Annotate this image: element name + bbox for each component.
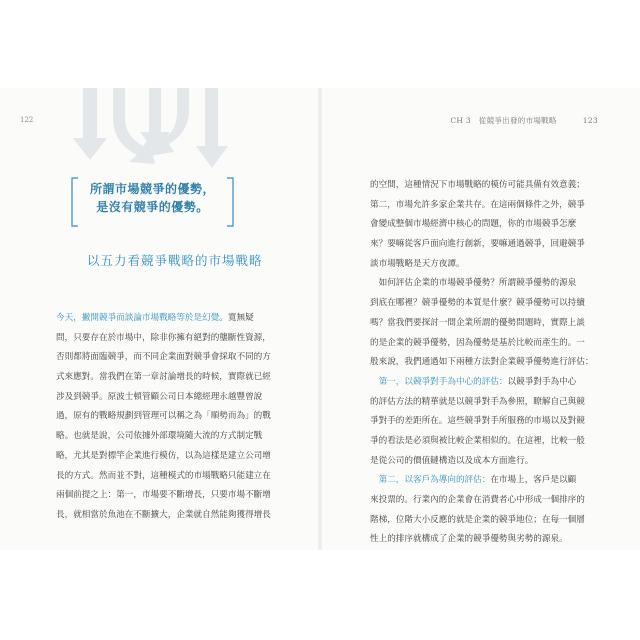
body-line [370,196,593,216]
body-line [370,255,593,275]
body-line [56,486,271,506]
body-line [370,176,593,196]
line-text: 的評估方法的精華就是以競爭對手為參照，瞭解自己與競 [370,396,585,407]
body-line [56,388,271,408]
line-text: 。寬無疑 [219,313,254,323]
body-line [56,407,271,427]
line-text: 如何評估企業的市場競爭優勢？所謂競爭優勢的源泉 [370,278,577,289]
body-line [56,348,271,368]
line-text: 階梯，位階大小反應的就是企業的競爭地位；在每一個層 [370,514,585,525]
line-text: 過，原有的戰略規劃到管理可以稱之為「順勢而為」的戰 [56,411,271,422]
body-line [370,432,593,452]
body-line [56,467,271,487]
line-text: 略。也就是說，公司依據外部環境隨大流的方式制定戰 [56,431,263,442]
line-text: 的空間，這種情況下市場戰略的模仿可能具備有效意義； [370,180,585,190]
line-text: 在市場上，客戶是以顧 [490,475,577,486]
line-text: 會變成整個市場經濟中核心的問題，你的市場競爭怎麼 [370,219,577,230]
line-text: 嗎？當我們要探討一間企業所謂的優勢問題時，實際上談 [370,317,585,328]
line-text: 的是企業的競爭優勢，因為優勢是基於比較而產生的。一 [370,337,585,348]
body-line [56,329,271,349]
body-line [370,215,593,235]
highlighted-text: 今天，撇開競爭而談論市場戰略等於是幻覺 [56,313,220,323]
line-text: 到底在哪裡？競爭優勢的本質是什麼？競爭優勢可以持續 [370,298,585,309]
body-line [370,274,593,294]
left-body-text [56,309,271,526]
line-text: 式來應對。當我們在第一章討論增長的時候，實際就已經 [56,372,271,383]
line-text: 兩個前提之上：第一，市場要不斷增長，只要市場不斷增 [56,490,271,501]
body-line [370,334,593,354]
left-page-number: 122 [20,116,34,124]
right-page-number: 123 [582,116,598,125]
line-text: 性上的排序就構成了企業的競爭優勢與劣勢的源泉。 [370,534,568,545]
line-text: 爭的看法是必須與被比較企業相似的。在這裡，比較一般 [370,435,585,446]
body-line [370,412,593,432]
body-line [370,393,593,413]
highlighted-text: 第二，以客戶為導向的評估： [370,475,491,486]
book-spine [318,88,322,550]
line-text: 來？要嘛從客戶面向進行創新，要嘛通過競爭，回避競爭 [370,239,585,250]
line-text: 涉及到競爭。原波士頓管顧公司日本總經理永越豐曾說 [56,391,263,402]
highlighted-text: 第一，以競爭對手為中心的評估： [370,376,508,387]
line-text: 問，只要存在於市場中，除非你擁有絕對的壟斷性資源， [56,332,271,343]
body-line [56,427,271,447]
body-line [56,368,271,388]
body-line [56,447,271,467]
running-head-text: CH 3 從競爭出發的市場戰略 [450,116,557,125]
right-body-text [370,176,593,550]
body-line [370,353,593,373]
line-text: 否則都將面臨競爭，而不同企業面對競爭會採取不同的方 [56,352,271,363]
body-line [56,309,271,329]
pull-quote [70,174,235,230]
body-line [370,235,593,255]
running-head [450,115,598,126]
line-text: 第二，市場允許多家企業共存。在這兩個條件之外，競爭 [370,199,585,210]
body-line [370,491,593,511]
body-line [370,294,593,314]
line-text: 來投票的。行業內的企業會在消費者心中形成一個排序的 [370,495,585,505]
line-text: 長的方式。然而並不對，這種模式的市場戰略只能建立在 [56,470,271,481]
body-line [370,511,593,531]
line-text: 以競爭對手為中心 [507,376,577,387]
line-text: 爭對手的差距所在。這些競爭對手所服務的市場以及對競 [370,416,585,427]
pull-quote-line-2: 是沒有競爭的優勢。 [96,200,209,214]
line-text: 般來說，我們通過如下兩種方法對企業競爭優勢進行評估： [370,357,594,368]
body-line [370,452,593,472]
pull-quote-line-1: 所謂市場競爭的優勢， [89,182,215,196]
section-title: 以五力看競爭戰略的市場戰略 [87,253,263,268]
body-line [56,506,271,526]
line-text: 談市場戰略是天方夜譚。 [370,258,465,269]
body-line [370,373,593,393]
line-text: 是從公司的價值鏈構造以及成本方面進行。 [370,455,534,466]
line-text: 略，尤其是對標竿企業進行模仿，以為這樣是建立公司增 [56,450,271,461]
body-line [370,471,593,491]
body-line [370,314,593,334]
body-line [370,530,593,550]
line-text: 長，就相當於魚池在不斷擴大，企業就自然能夠獲得增長 [56,509,271,520]
